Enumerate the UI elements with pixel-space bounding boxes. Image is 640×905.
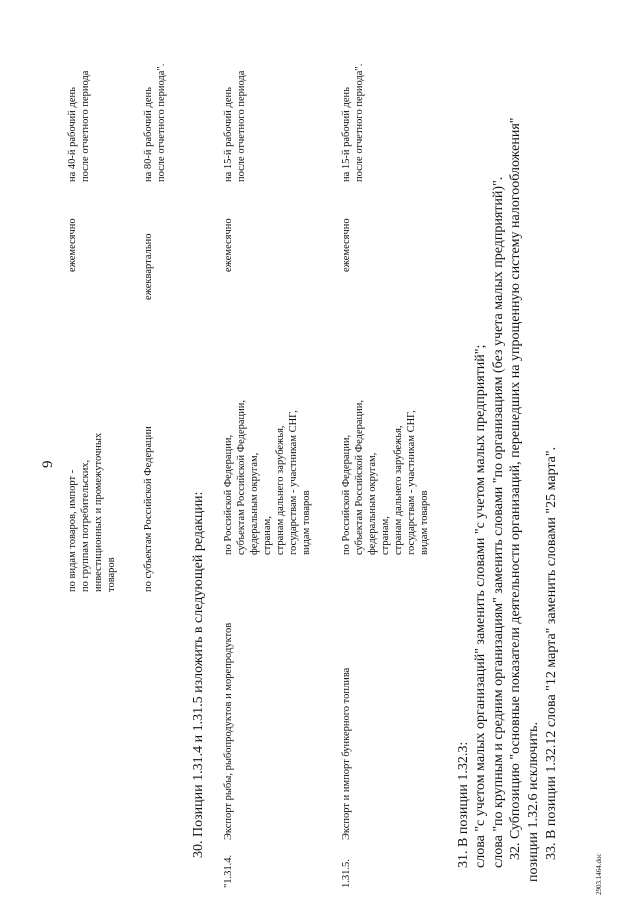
cell-line: после отчетного периода: [236, 70, 247, 182]
cell-line: по группам потребительских,: [80, 459, 91, 592]
item-31-text-a: слова "с учетом малых организаций" заменить словами "с учетом малых предприятий";: [473, 344, 488, 868]
cell-line: на 80-й рабочий день: [143, 87, 154, 182]
cell-line: видам товаров: [419, 490, 430, 555]
cont-row-1-deadline: [66, 71, 92, 182]
cell-line: на 40-й рабочий день: [67, 87, 78, 182]
cell-line: по видам товаров, импорт -: [67, 469, 78, 592]
row-2-number: 1.31.5.: [341, 859, 352, 888]
row-1-number: "1.31.4.: [223, 854, 234, 888]
row-2-breakdown: [340, 400, 431, 555]
cell-line: по Российской Федерации,: [341, 434, 352, 555]
row-2-deadline: [340, 64, 366, 182]
page-number: 9: [40, 460, 56, 468]
cell-line: после отчетного периода".: [354, 63, 365, 182]
cell-line: по субъектам Российской Федерации: [143, 426, 154, 592]
cont-row-2-deadline: [142, 64, 168, 182]
cell-line: на 15-й рабочий день: [341, 87, 352, 182]
cell-line: федеральным округам,: [249, 452, 260, 555]
cell-line: федеральным округам,: [367, 452, 378, 555]
cell-line: Экспорт рыбы, рыбопродуктов и морепродуктов: [223, 622, 234, 840]
cell-line: Экспорт и импорт бункерного топлива: [341, 667, 352, 840]
item-32-text-line2: позиции 1.32.6 исключить.: [526, 722, 541, 882]
cell-line: после отчетного периода: [80, 70, 91, 182]
cell-line: после отчетного периода".: [156, 63, 167, 182]
cell-line: странам,: [380, 516, 391, 555]
cont-row-2-breakdown: [142, 426, 155, 592]
cell-line: странам дальнего зарубежья,: [275, 425, 286, 555]
cell-line: субъектам Российской Федерации,: [354, 400, 365, 555]
row-1-frequency: ежемесячно: [223, 218, 234, 272]
cont-row-2-frequency: ежеквартально: [143, 233, 154, 300]
row-2-indicator: [340, 668, 353, 840]
item-31-heading: 31. В позиции 1.32.3:: [456, 741, 471, 868]
footer-file-id: 2903.1464.doc: [595, 853, 603, 895]
cell-line: странам,: [262, 516, 273, 555]
cell-line: странам дальнего зарубежья,: [393, 425, 404, 555]
cont-row-1-breakdown: [66, 433, 118, 592]
cell-line: государствам - участникам СНГ,: [406, 410, 417, 555]
row-1-deadline: [222, 71, 248, 182]
cell-line: государствам - участникам СНГ,: [288, 410, 299, 555]
cell-line: на 15-й рабочий день: [223, 87, 234, 182]
row-1-indicator: [222, 623, 235, 840]
cont-row-1-frequency: ежемесячно: [67, 218, 78, 272]
row-1-breakdown: [222, 400, 313, 555]
item-32-text-line1: 32. Субпозицию "основные показатели деятельности организаций, перешедших на упрощенную систему налогообложения": [508, 117, 523, 860]
cell-line: товаров: [106, 557, 117, 592]
cell-line: инвестиционных и промежуточных: [93, 432, 104, 592]
item-30-text: 30. Позиции 1.31.4 и 1.31.5 изложить в следующей редакции:: [191, 491, 206, 858]
item-33-text: 33. В позиции 1.32.12 слова "12 марта" заменить словами "25 марта".: [544, 446, 559, 860]
cell-line: видам товаров: [301, 490, 312, 555]
cell-line: субъектам Российской Федерации,: [236, 400, 247, 555]
item-31-text-b: слова "по крупным и средним организациям" заменить словами "по организациям (без учета малых предприятий)".: [491, 176, 506, 868]
row-2-frequency: ежемесячно: [341, 218, 352, 272]
cell-line: по Российской Федерации,: [223, 434, 234, 555]
